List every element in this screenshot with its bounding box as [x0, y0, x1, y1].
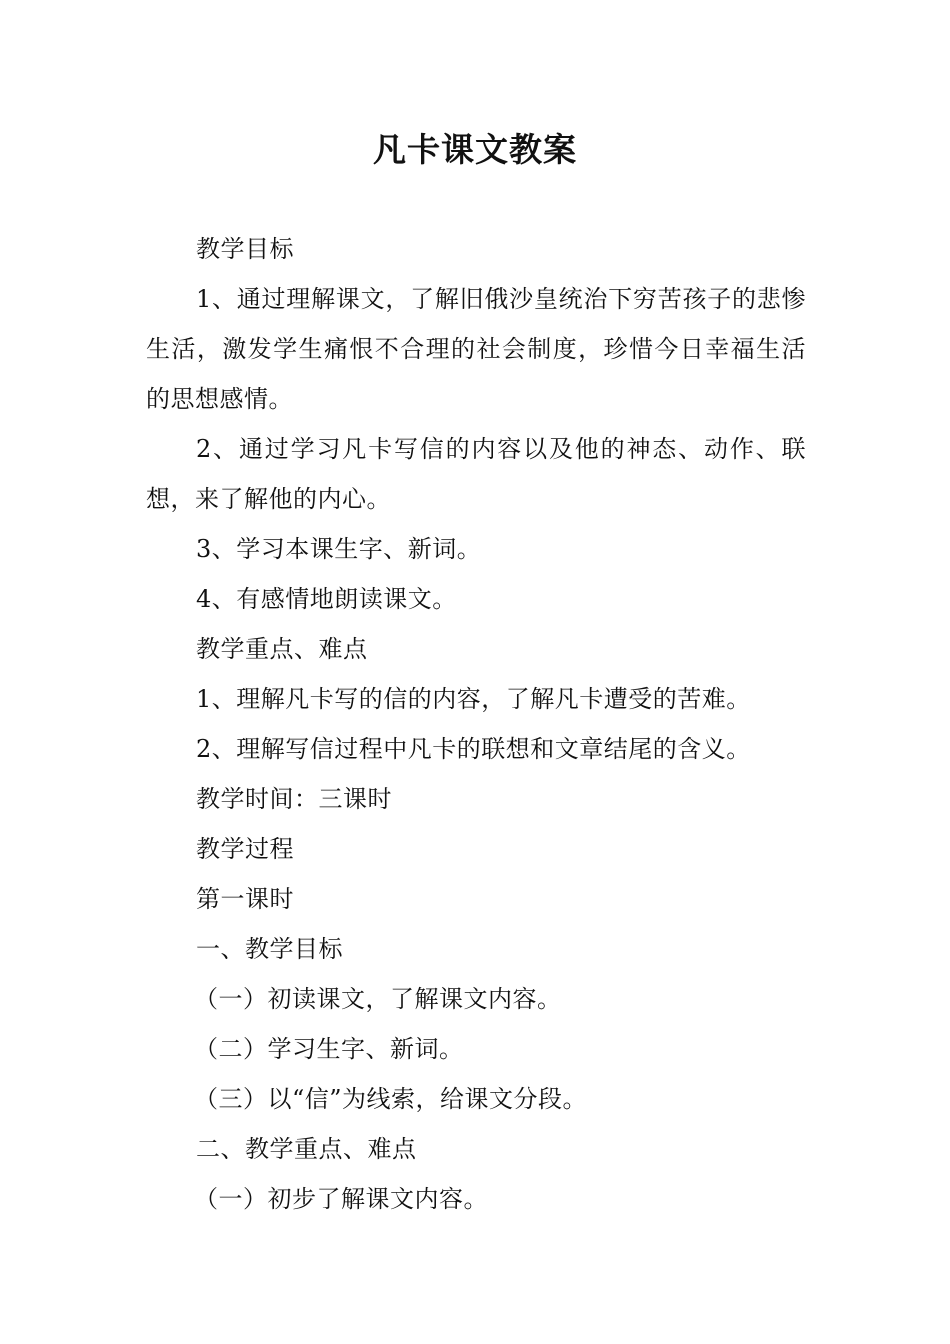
list-item: （二）学习生字、新词。 — [194, 1035, 464, 1063]
paragraph: 4、有感情地朗读课文。 — [196, 585, 457, 613]
section-heading: 教学重点、难点 — [196, 635, 368, 663]
section-heading: 教学过程 — [196, 835, 294, 863]
paragraph: 3、学习本课生字、新词。 — [196, 535, 482, 563]
paragraph: 1、通过理解课文，了解旧俄沙皇统治下穷苦孩子的悲惨生活，激发学生痛恨不合理的社会制度，珍惜今日幸福生活的思想感情。 — [146, 285, 806, 413]
list-item: （一）初读课文，了解课文内容。 — [194, 985, 562, 1013]
paragraph: 教学时间：三课时 — [196, 785, 392, 813]
section-heading: 二、教学重点、难点 — [196, 1135, 417, 1163]
paragraph: 1、理解凡卡写的信的内容，了解凡卡遭受的苦难。 — [196, 685, 751, 713]
section-heading: 第一课时 — [196, 885, 294, 913]
list-item: （三）以“信”为线索，给课文分段。 — [194, 1085, 588, 1113]
paragraph: 2、通过学习凡卡写信的内容以及他的神态、动作、联想，来了解他的内心。 — [146, 435, 806, 513]
paragraph: 2、理解写信过程中凡卡的联想和文章结尾的含义。 — [196, 735, 751, 763]
section-heading: 教学目标 — [196, 235, 294, 263]
section-heading: 一、教学目标 — [196, 935, 343, 963]
document-body — [146, 224, 806, 1224]
list-item: （一）初步了解课文内容。 — [194, 1185, 488, 1213]
page-title: 凡卡课文教案 — [373, 130, 577, 169]
